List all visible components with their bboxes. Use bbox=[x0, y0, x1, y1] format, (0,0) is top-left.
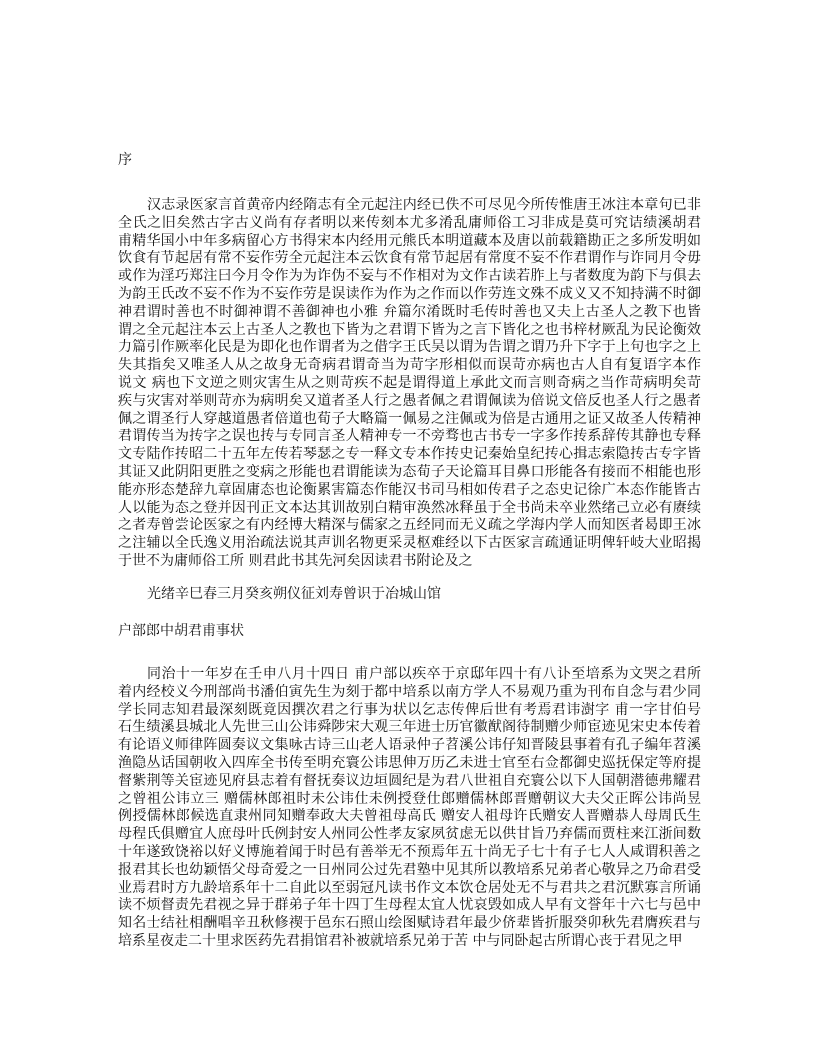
text-line: 汉志录医家言首黄帝内经隋志有全元起注内经已佚不可尽见今所传惟唐王冰注本章句已非 bbox=[147, 197, 701, 213]
text-line: 饮食有节起居有常不妄作劳全元起注本云饮食有常节起居有常度不妄不作君谓作与诈同月令毋 bbox=[118, 250, 701, 267]
text-line: 知名士结社相酬唱辛丑秋修禊于邑东石照山绘图赋诗君年最少侪辈皆折服癸卯秋先君膺疾君与 bbox=[118, 915, 701, 932]
text-line: 神君谓时善也不时御神谓不善御神也小雅 弁篇尔淆既时毛传时善也又夫上古圣人之教下也皆 bbox=[118, 303, 701, 320]
text-line: 为韵王氏改不妄不作为不妄作劳是误读作为作为之作而以作劳连文殊不成义又不知持满不时御 bbox=[118, 285, 701, 302]
text-line: 同治十一年岁在壬申八月十四日 甫户部以疾卒于京邸年四十有八讣至培系为文哭之君所 bbox=[147, 666, 701, 682]
text-line: 君谓传当为抟字之误也抟与专同言圣人精神专一不旁骛也古书专一字多作抟系辞传其静也专释 bbox=[118, 428, 701, 445]
text-line: 或作为淫巧郑注曰今月令作为为诈伪不妄与不作相对为文作古读若胙上与者数度为韵下与俱去 bbox=[118, 268, 701, 285]
text-line: 培系星夜走二十里求医药先君捐馆君补被就培系兄弟于苦 中与同卧起古所谓心丧于君见之甲 bbox=[118, 932, 683, 949]
text-line: 佩之谓圣行人穿越道愚者倍道也荀子大略篇一佩易之注佩或为倍是古通用之证又故圣人传精神 bbox=[118, 410, 701, 427]
text-line: 之者寿曾尝论医家之有内经博大精深与儒家之五经同而无义疏之学海内学人而知医者曷即王冰 bbox=[118, 517, 701, 534]
text-line: 谓之全元起注本云上古圣人之教也下皆为之君谓下皆为之言下皆化之也书梓材厥乱为民论衡效 bbox=[118, 321, 701, 338]
text-line: 疾与灾害对举则苛亦为病明矣又道者圣人行之愚者佩之君谓佩读为倍说文倍反也圣人行之愚者 bbox=[118, 392, 701, 409]
text-line: 母程氏俱赠宜人庶母叶氏例封安人州同公性孝友家夙贫虑无以供甘旨乃弃儒而贾柱来江浙间数 bbox=[118, 826, 701, 843]
text-line: 于世不为庸师俗工所 则君此书其先河矣因读君书附论及之 bbox=[118, 552, 473, 569]
text-line: 着内经校义今刑部尚书潘伯寅先生为刻于都中培系以南方学人不易观乃重为刊布自念与君少同 bbox=[118, 683, 701, 700]
text-line: 说文 病也下文逆之则灾害生从之则苛疾不起是谓得道上承此文而言则奇病之当作苛病明矣苛 bbox=[118, 374, 701, 391]
text-line: 学长同志知君最深刻既竟因撰次君之行事为状以乞志传俾后世有考焉君讳澍字 甫一字甘伯号 bbox=[118, 701, 701, 718]
text-line: 力篇引作厥率化民是为即化也作谓者为之借字王氏吴以谓为告谓之谓乃升下字于上句也字之上 bbox=[118, 339, 701, 356]
text-line: 人以能为态之登并因刊正文本达其训故别白精审涣然冰释虽于全书尚未卒业然绪己立必有赓续 bbox=[118, 499, 701, 516]
text-line: 之曾祖公讳立三 赠儒林郎祖时未公讳仕未例授登仕郎赠儒林郎晋赠朝议大夫父正晖公讳尚昱 bbox=[118, 790, 701, 807]
text-line: 十年遂致饶裕以好义博施着闻于时邑有善举无不预焉年五十尚无子七十有子七人人咸谓积善之 bbox=[118, 843, 701, 860]
text-line: 全氏之旧矣然古字古义尚有存者明以来传刻本尤多淆乱庸师俗工习非成是莫可究诘绩溪胡君 bbox=[118, 214, 701, 231]
preface-title: 序 bbox=[118, 152, 132, 168]
biography-paragraph bbox=[118, 666, 701, 951]
preface-signature: 光绪辛巳春三月癸亥朔仪征刘寿曾识于冶城山馆 bbox=[147, 586, 441, 602]
text-line: 例授儒林郎候选直隶州同知赠奉政大夫曾祖母高氏 赠安人祖母许氏赠安人晋赠恭人母周氏生 bbox=[118, 808, 701, 825]
text-line: 文专陆作抟昭二十五年左传若琴瑟之专一释文专本作抟史记秦始皇纪抟心揖志索隐抟古专字皆 bbox=[118, 446, 701, 463]
text-line: 能亦形态楚辞九章固庸态也论衡累害篇态作能汉书司马相如传君子之态史记徐广本态作能皆古 bbox=[118, 481, 701, 498]
text-line: 业焉君时方九龄培系年十二自此以至弱冠凡读书作文本饮仓居处无不与君共之君沉默寡言所诵 bbox=[118, 879, 701, 896]
text-line: 有论语义师律阵圆奏议文集咏古诗三山老人语录仲子苕溪公讳仔知晋陵县事着有孔子编年苕溪 bbox=[118, 737, 701, 754]
text-line: 甫精华国小中年多病留心方书得宋本内经用元熊氏本明道藏本及唐以前载籍勘正之多所发明如 bbox=[118, 232, 701, 249]
text-line: 石生绩溪县城北人先世三山公讳舜陟宋大观三年进士历官徽猷阁待制赠少师宦迹见宋史本传着 bbox=[118, 719, 701, 736]
text-line: 督紫荆等关宦迹见府县志着有督抚奏议边垣圆纪是为君八世祖自充寰公以下人国朝潜德弗耀君 bbox=[118, 772, 701, 789]
text-line: 之注辅以全氏逸义用治疏法说其声训名物更采灵枢难经以下古医家言疏通证明俾轩岐大业昭揭 bbox=[118, 535, 701, 552]
biography-title: 户部郎中胡君甫事状 bbox=[118, 623, 244, 639]
preface-paragraph bbox=[118, 197, 701, 571]
text-line: 渔隐丛话国朝收入四库全书传至明充寰公讳思伸万历乙未进士官至右佥都御史巡抚保定等府提 bbox=[118, 754, 701, 771]
text-line: 其证又此阴阳更胜之变病之形能也君谓能读为态荀子天论篇耳目鼻口形能各有接而不相能也形 bbox=[118, 463, 701, 480]
text-line: 报君其长也幼颖悟父母奇爱之一日州同公过先君塾中见其所以教培系兄弟者心敬异之乃命君受 bbox=[118, 861, 701, 878]
text-line: 失其指矣又唯圣人从之故身无奇病君谓奇当为苛字形相似而误苛亦病也古人自有复语字本作 bbox=[118, 357, 701, 374]
text-line: 读不烦督责先君视之异于群弟子年十四丁生母程太宜人忧哀毁如成人早有文誉年十六七与邑中 bbox=[118, 897, 701, 914]
